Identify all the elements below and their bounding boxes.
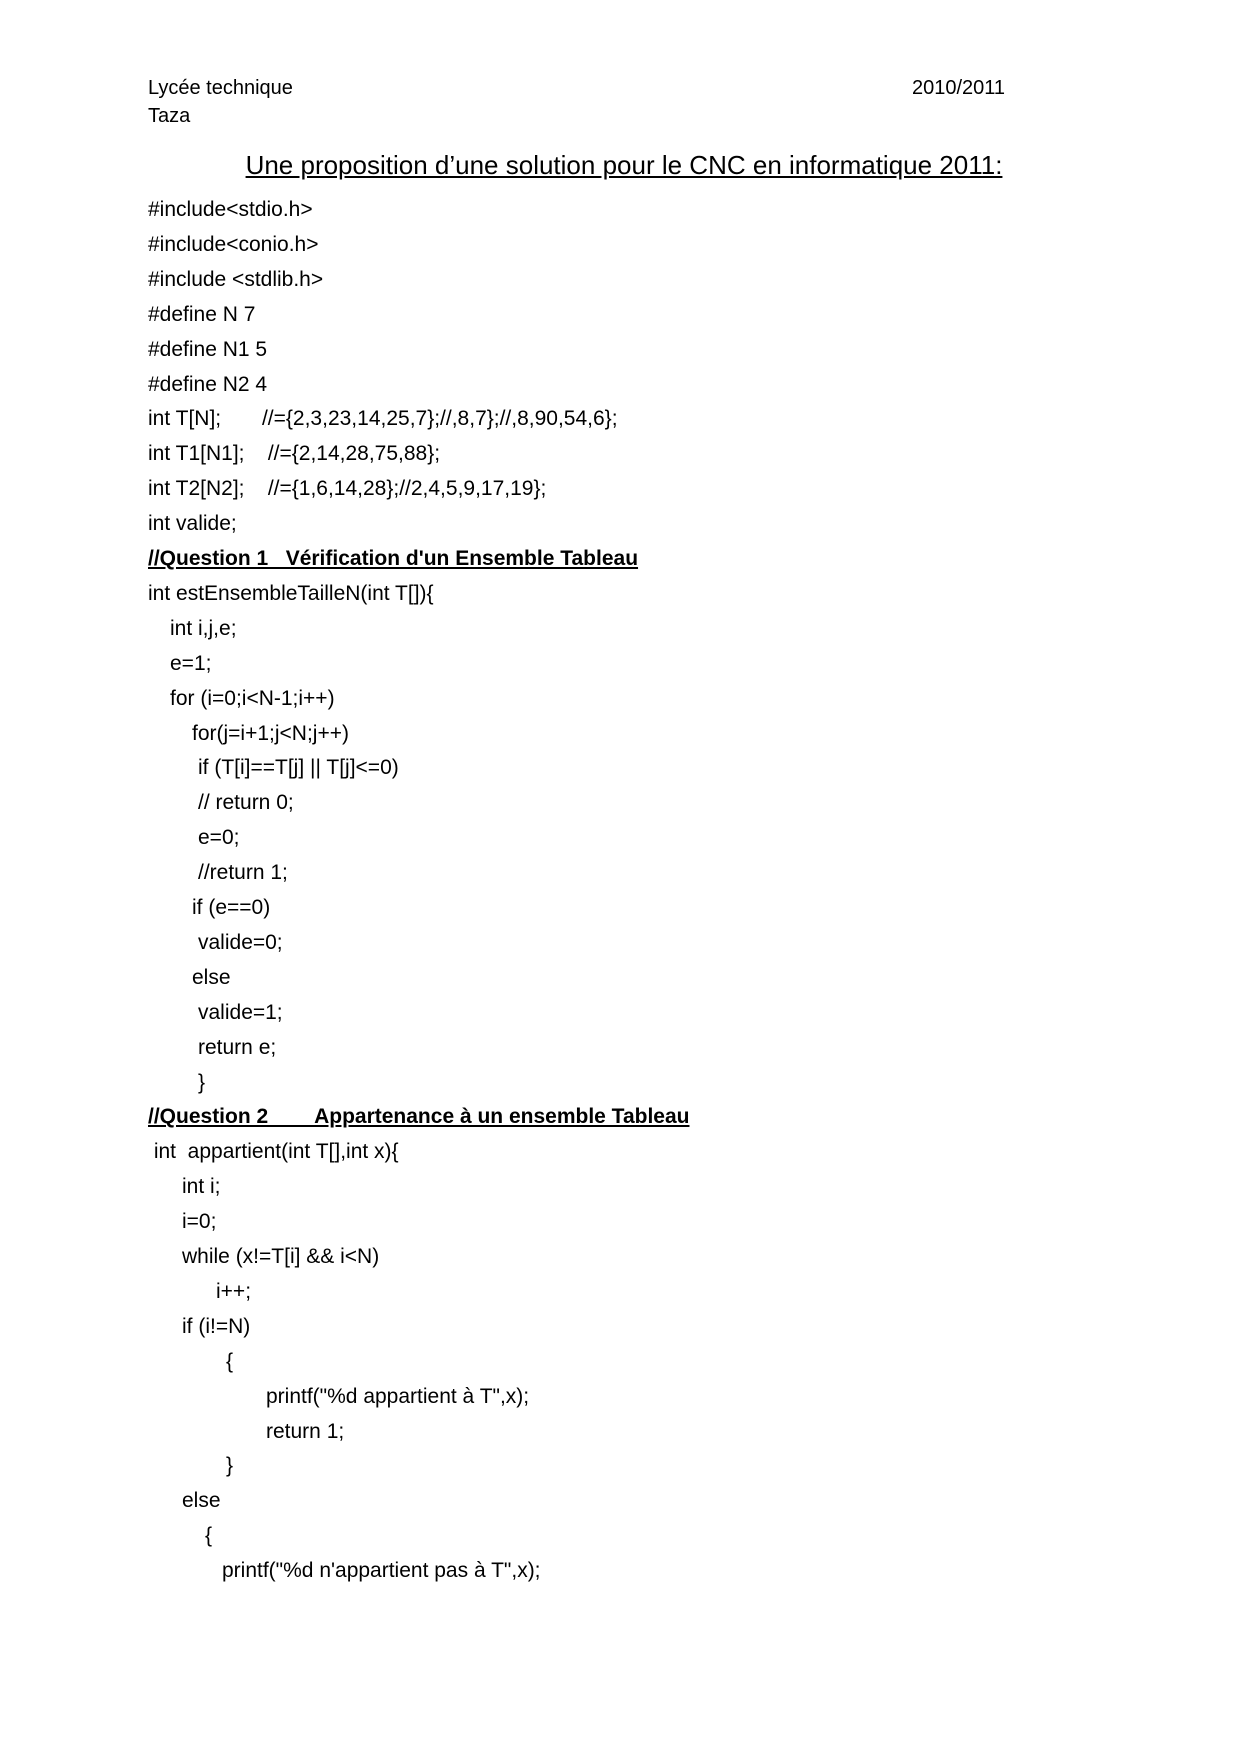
header-school: Lycée technique	[148, 77, 293, 99]
document-title	[0, 148, 1240, 182]
code-line: #define N 7	[148, 302, 256, 326]
code-line: valide=0;	[198, 930, 283, 954]
code-line: int appartient(int T[],int x){	[148, 1140, 399, 1164]
code-line: // return 0;	[198, 791, 294, 815]
code-line: else	[182, 1489, 221, 1513]
code-line: printf("%d n'appartient pas à T",x);	[222, 1559, 541, 1583]
code-line: #define N2 4	[148, 372, 268, 396]
question-heading: //Question 2 Appartenance à un ensemble Tableau	[148, 1105, 690, 1129]
code-line: int i,j,e;	[170, 616, 237, 640]
code-line: i++;	[216, 1279, 252, 1303]
code-line: #include<stdio.h>	[148, 198, 313, 221]
code-line: //return 1;	[198, 861, 288, 885]
code-line: if (e==0)	[192, 896, 271, 919]
code-line: for (i=0;i<N-1;i++)	[170, 686, 335, 710]
code-line: }	[226, 1454, 234, 1478]
code-line: if (T[i]==T[j] || T[j]<=0)	[198, 756, 399, 780]
question-heading: //Question 1 Vérification d'un Ensemble Tableau	[148, 547, 639, 570]
code-line: int T1[N1]; //={2,14,28,75,88};	[148, 442, 441, 466]
code-line: int estEnsembleTailleN(int T[]){	[148, 581, 434, 605]
code-line: return 1;	[266, 1419, 345, 1443]
code-line: #include <stdlib.h>	[148, 267, 324, 291]
code-line: }	[198, 1070, 206, 1094]
header-year: 2010/2011	[912, 77, 1006, 99]
document-title-text: Une proposition d’une solution pour le CNC en informatique 2011:	[245, 150, 1003, 180]
code-line: int i;	[182, 1175, 221, 1199]
code-line: e=0;	[198, 826, 240, 850]
code-line: #define N1 5	[148, 337, 268, 361]
header-city: Taza	[148, 105, 191, 127]
code-line: int T[N]; //={2,3,23,14,25,7};//,8,7};//,8,90,54,6};	[148, 407, 618, 431]
code-line: {	[226, 1349, 234, 1373]
code-line: for(j=i+1;j<N;j++)	[192, 721, 349, 745]
code-line: {	[205, 1524, 213, 1548]
code-line: printf("%d appartient à T",x);	[266, 1384, 530, 1408]
code-line: i=0;	[182, 1210, 217, 1234]
code-line: return e;	[198, 1035, 277, 1059]
code-line: int T2[N2]; //={1,6,14,28};//2,4,5,9,17,19};	[148, 477, 547, 501]
code-line: while (x!=T[i] && i<N)	[182, 1245, 380, 1268]
code-line: else	[192, 965, 231, 989]
code-line: #include<conio.h>	[148, 232, 319, 256]
code-line: e=1;	[170, 651, 212, 675]
code-line: if (i!=N)	[182, 1314, 251, 1338]
code-line: valide=1;	[198, 1000, 283, 1024]
code-line: int valide;	[148, 512, 237, 536]
